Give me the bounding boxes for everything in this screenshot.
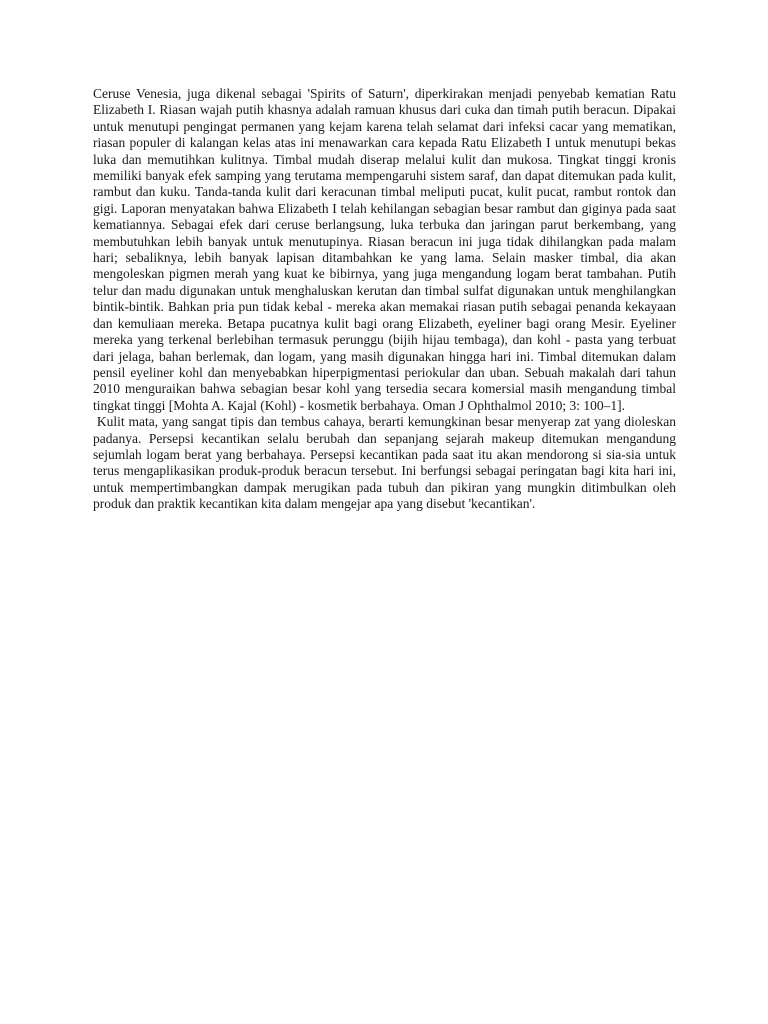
document-body: [93, 86, 676, 513]
paragraph-2: Kulit mata, yang sangat tipis dan tembus cahaya, berarti kemungkinan besar menyerap zat yang dioleskan padanya. Persepsi kecantikan selalu berubah dan sepanjang sejarah makeup ditemukan mengandung sejumlah logam berat yang berbahaya. Persepsi kecantikan pada saat itu akan mendorong si sia-sia untuk terus mengaplikasikan produk-produk beracun tersebut. Ini berfungsi sebagai peringatan bagi kita hari ini, untuk mempertimbangkan dampak merugikan pada tubuh dan pikiran yang mungkin ditimbulkan oleh produk dan praktik kecantikan kita dalam mengejar apa yang disebut 'kecantikan'.: [93, 414, 676, 512]
paragraph-1: Ceruse Venesia, juga dikenal sebagai 'Spirits of Saturn', diperkirakan menjadi penyebab kematian Ratu Elizabeth I. Riasan wajah putih khasnya adalah ramuan khusus dari cuka dan timah putih beracun. Dipakai untuk menutupi pengingat permanen yang kejam karena telah selamat dari infeksi cacar yang mematikan, riasan populer di kalangan kelas atas ini menawarkan cara kepada Ratu Elizabeth I untuk menutupi bekas luka dan memutihkan kulitnya. Timbal mudah diserap melalui kulit dan mukosa. Tingkat tinggi kronis memiliki banyak efek samping yang terutama mempengaruhi sistem saraf, dan dapat ditemukan pada kulit, rambut dan kuku. Tanda-tanda kulit dari keracunan timbal meliputi pucat, kulit pucat, rambut rontok dan gigi. Laporan menyatakan bahwa Elizabeth I telah kehilangan sebagian besar rambut dan giginya pada saat kematiannya. Sebagai efek dari ceruse berlangsung, luka terbuka dan jaringan parut berkembang, yang membutuhkan lebih banyak untuk menutupinya. Riasan beracun ini juga tidak dihilangkan pada malam hari; sebaliknya, lebih banyak lapisan ditambahkan ke yang lama. Selain masker timbal, dia akan mengoleskan pigmen merah yang kuat ke bibirnya, yang juga mengandung logam berat tambahan. Putih telur dan madu digunakan untuk menghaluskan kerutan dan timbal sulfat digunakan untuk menghilangkan bintik-bintik. Bahkan pria pun tidak kebal - mereka akan memakai riasan putih sebagai penanda kekayaan dan kemuliaan mereka. Betapa pucatnya kulit bagi orang Elizabeth, eyeliner bagi orang Mesir. Eyeliner mereka yang terkenal berlebihan termasuk perunggu (bijih hijau tembaga), dan kohl - pasta yang terbuat dari jelaga, bahan berlemak, dan logam, yang masih digunakan hingga hari ini. Timbal ditemukan dalam pensil eyeliner kohl dan menyebabkan hiperpigmentasi periokular dan uban. Sebuah makalah dari tahun 2010 menguraikan bahwa sebagian besar kohl yang tersedia secara komersial masih mengandung timbal tingkat tinggi [Mohta A. Kajal (Kohl) - kosmetik berbahaya. Oman J Ophthalmol 2010; 3: 100–1].: [93, 86, 676, 413]
